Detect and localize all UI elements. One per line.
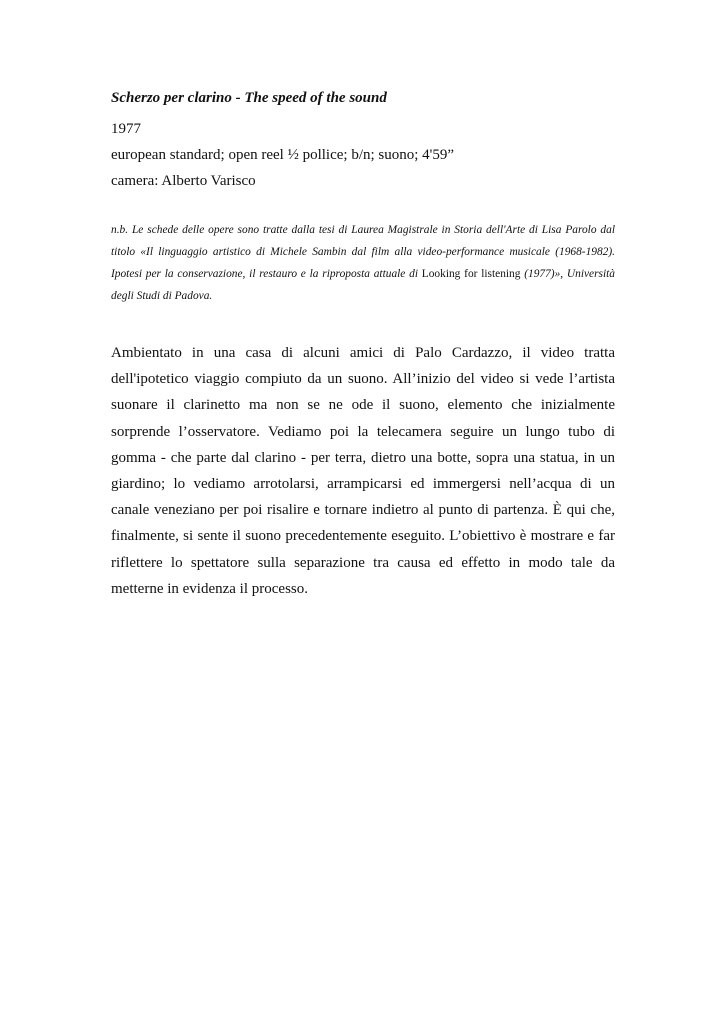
work-title: Scherzo per clarino - The speed of the sound — [111, 90, 387, 106]
work-description: Ambientato in una casa di alcuni amici di Palo Cardazzo, il video tratta dell'ipotetico viaggio compiuto da un suono. All’inizio del video si vede l’artista suonare il clarinetto ma non se ne ode il suono, elemento che inizialmente sorprende l’osservatore. Vediamo poi la telecamera seguire un lungo tubo di gomma - che parte dal clarino - per terra, dietro una botte, sopra una statua, in un giardino; lo vediamo arrotolarsi, arrampicarsi ed immergersi nell’acqua di un canale veneziano per poi risalire e tornare indietro al punto di partenza. È qui che, finalmente, si sente il suono precedentemente eseguito. L’obiettivo è mostrare e far riflettere lo spettatore sulla separazione tra causa ed effetto in modo tale da metterne in evidenza il processo. — [111, 345, 615, 597]
source-note-text-end: (1977)», Università degli Studi di Padova. — [111, 268, 616, 302]
source-note-work-title: Looking for listening — [421, 268, 521, 280]
source-note-text: n.b. Le schede delle opere sono tratte dalla tesi di Laurea Magistrale in Storia dell'Arte di Lisa Parolo dal titolo «Il linguaggio artistico di Michele Sambin dal film alla video-performance musicale (1968-1982). Ipotesi per la conservazione, il restauro e la riproposta attuale di — [111, 224, 615, 280]
work-year: 1977 — [111, 121, 141, 137]
source-note — [111, 219, 615, 307]
work-format: european standard; open reel ½ pollice; b/n; suono; 4'59” — [111, 147, 455, 163]
document-page — [111, 88, 615, 617]
work-metadata — [111, 116, 615, 194]
work-camera: camera: Alberto Varisco — [111, 173, 256, 189]
